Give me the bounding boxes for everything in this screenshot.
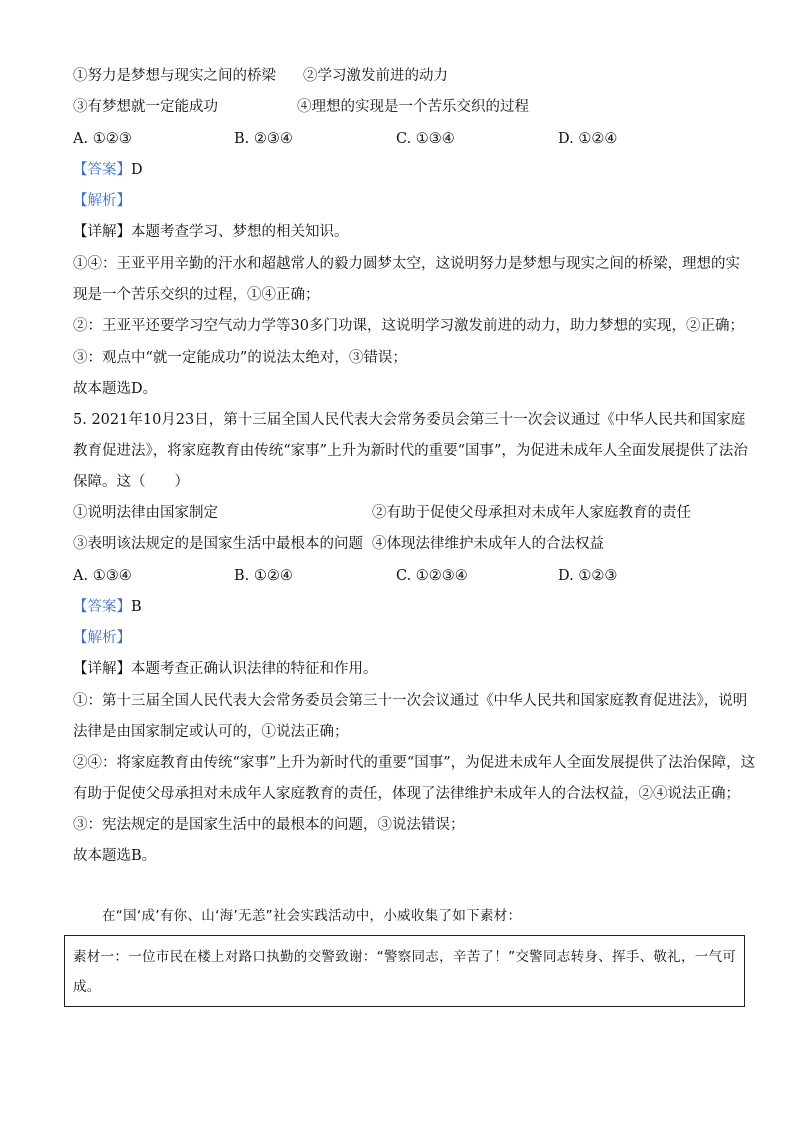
- q5-conclusion: 故本题选B。: [73, 848, 157, 864]
- q4-option-3: ③有梦想就一定能成功: [73, 99, 218, 115]
- analysis-tag: 【解析】: [73, 630, 131, 646]
- material-box: [64, 935, 745, 1007]
- q4-explanation-1a: ①④：王亚平用辛勤的汗水和超越常人的毅力圆梦太空，这说明努力是梦想与现实之间的桥梁，理想的实: [73, 256, 740, 272]
- q4-explanation-3: ③：观点中“就一定能成功”的说法太绝对，③错误；: [73, 350, 407, 366]
- q5-option-3: ③表明该法规定的是国家生活中最根本的问题: [73, 536, 363, 552]
- q5-explanation-3: ③：宪法规定的是国家生活中的最根本的问题，③说法错误；: [73, 817, 465, 833]
- answer-value: B: [131, 599, 142, 615]
- q4-option-4: ④理想的实现是一个苦乐交织的过程: [297, 99, 529, 115]
- q4-choice-d: D. ①②④: [558, 131, 618, 147]
- q5-choice-b: B. ①②④: [234, 568, 293, 584]
- detail-tag: 【详解】: [73, 224, 131, 240]
- q5-choice-d: D. ①②③: [558, 568, 618, 584]
- q4-option-2: ②学习激发前进的动力: [303, 68, 448, 84]
- answer-tag: 【答案】: [73, 162, 131, 178]
- q4-explanation-1b: 现是一个苦乐交织的过程，①④正确；: [73, 287, 320, 303]
- q5-choice-a: A. ①③④: [73, 568, 132, 584]
- q5-explanation-2b: 有助于促使父母承担对未成年人家庭教育的责任，体现了法律维护未成年人的合法权益，②④说法正确；: [73, 786, 740, 802]
- q5-stem-line-3: 保障。这（ ）: [73, 474, 189, 490]
- q5-analysis: [73, 628, 131, 648]
- analysis-tag: 【解析】: [73, 193, 131, 209]
- q5-detail: [73, 659, 378, 679]
- q5-option-1: ①说明法律由国家制定: [73, 505, 218, 521]
- q4-detail: [73, 222, 349, 242]
- q4-conclusion: 故本题选D。: [73, 381, 158, 397]
- material-1-text: 素材一：一位市民在楼上对路口执勤的交警致谢：“警察同志，辛苦了！”交警同志转身、挥手、敬礼，一气可成。: [73, 949, 737, 995]
- q4-explanation-2: ②：王亚平还要学习空气动力学等30多门功课，这说明学习激发前进的动力，助力梦想的实现，②正确；: [73, 318, 744, 334]
- q4-option-1: ①努力是梦想与现实之间的桥梁: [73, 68, 276, 84]
- q4-choice-a: A. ①②③: [73, 131, 132, 147]
- q4-choice-b: B. ②③④: [234, 131, 293, 147]
- answer-tag: 【答案】: [73, 599, 131, 615]
- q4-choice-c: C. ①③④: [396, 131, 455, 147]
- q5-option-4: ④体现法律维护未成年人的合法权益: [372, 536, 604, 552]
- q5-stem-line-2: 教育促进法》，将家庭教育由传统“家事”上升为新时代的重要“国事”，为促进未成年人全面发展提供了法治: [73, 443, 748, 459]
- q4-answer: [73, 160, 143, 180]
- answer-value: D: [131, 162, 143, 178]
- q5-explanation-1a: ①：第十三届全国人民代表大会常务委员会第三十一次会议通过《中华人民共和国家庭教育促进法》，说明: [73, 693, 748, 709]
- q5-explanation-1b: 法律是由国家制定或认可的，①说法正确；: [73, 724, 349, 740]
- detail-tag: 【详解】: [73, 661, 131, 677]
- q5-answer: [73, 597, 142, 617]
- q5-stem-line-1: 5. 2021年10月23日，第十三届全国人民代表大会常务委员会第三十一次会议通过《中华人民共和国家庭: [73, 412, 746, 428]
- q4-analysis: [73, 191, 131, 211]
- q5-choice-c: C. ①②③④: [396, 568, 468, 584]
- q5-explanation-2a: ②④：将家庭教育由传统“家事”上升为新时代的重要“国事”，为促进未成年人全面发展提供了法治保障，这: [73, 755, 756, 771]
- q6-intro: 在“国‘成’有你、山‘海’无恙”社会实践活动中，小威收集了如下素材：: [102, 908, 522, 924]
- detail-text: 本题考查学习、梦想的相关知识。: [131, 224, 349, 240]
- detail-text: 本题考查正确认识法律的特征和作用。: [131, 661, 378, 677]
- q5-option-2: ②有助于促使父母承担对未成年人家庭教育的责任: [372, 505, 691, 521]
